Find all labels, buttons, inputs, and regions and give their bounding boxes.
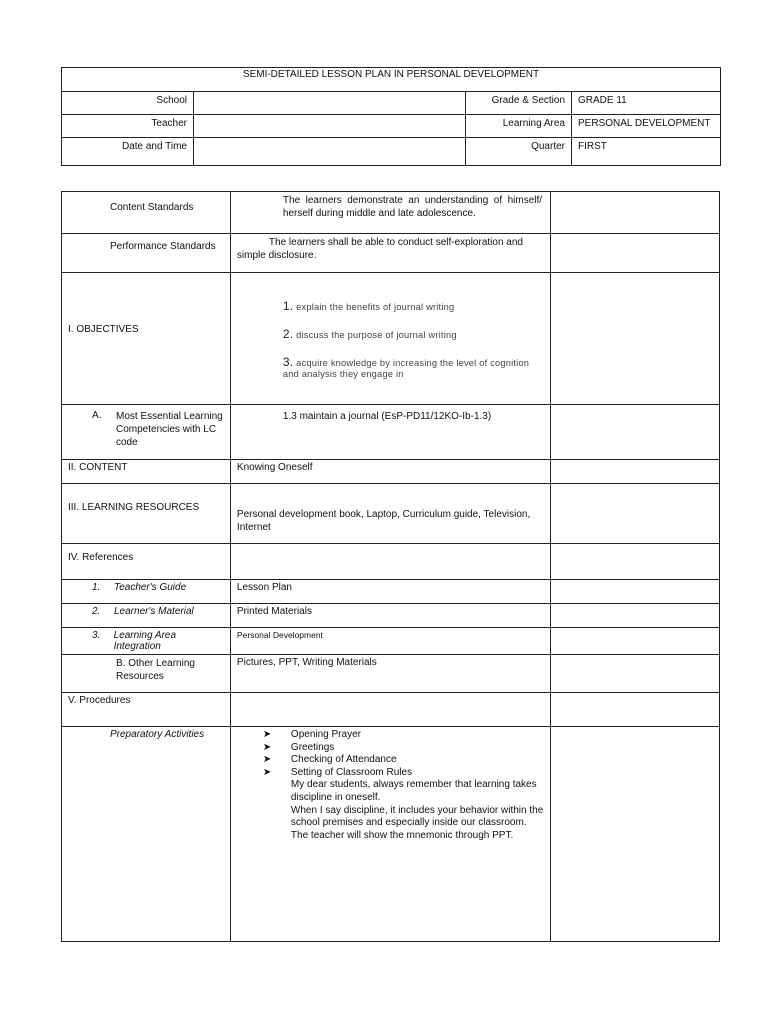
reference-label: Learning Area Integration bbox=[113, 630, 177, 652]
empty-cell bbox=[551, 484, 720, 544]
learning-area-label: Learning Area bbox=[466, 115, 572, 138]
preparatory-paragraph: The teacher will show the mnemonic through PPT. bbox=[290, 829, 514, 841]
reference-row bbox=[62, 604, 720, 628]
content-value: Knowing Oneself bbox=[230, 460, 550, 484]
melc-label: Most Essential Learning Competencies with LC code bbox=[116, 411, 223, 448]
reference-value: Lesson Plan bbox=[230, 580, 550, 604]
empty-cell bbox=[551, 234, 720, 273]
grade-value: GRADE 11 bbox=[572, 92, 721, 115]
other-resources-value: Pictures, PPT, Writing Materials bbox=[230, 655, 550, 693]
resources-value: Personal development book, Laptop, Curriculum guide, Television, Internet bbox=[230, 484, 550, 544]
content-row bbox=[62, 460, 720, 484]
header-table bbox=[61, 67, 721, 166]
content-standards-row bbox=[62, 192, 720, 234]
reference-label-cell bbox=[62, 580, 231, 604]
content-label: II. CONTENT bbox=[62, 460, 231, 484]
reference-label: Teacher's Guide bbox=[114, 582, 187, 593]
list-item: ➤ Checking of Attendance bbox=[262, 754, 397, 766]
reference-label-cell bbox=[62, 604, 231, 628]
preparatory-cell bbox=[230, 727, 550, 942]
teacher-value bbox=[194, 115, 466, 138]
preparatory-paragraph: My dear students, always remember that learning takes discipline in oneself. bbox=[290, 779, 537, 803]
quarter-value: FIRST bbox=[572, 138, 721, 166]
preparatory-paragraph: When I say discipline, it includes your behavior within the school premises and especially inside our classroom. bbox=[290, 804, 544, 829]
melc-row bbox=[62, 405, 720, 460]
objectives-list bbox=[237, 275, 544, 379]
reference-label-cell bbox=[62, 628, 231, 655]
empty-cell bbox=[551, 604, 720, 628]
empty-cell bbox=[551, 192, 720, 234]
reference-value: Printed Materials bbox=[230, 604, 550, 628]
reference-label: Learner's Material bbox=[114, 606, 194, 617]
other-resources-row bbox=[62, 655, 720, 693]
other-resources-label: B. Other Learning Resources bbox=[62, 655, 231, 693]
arrow-bullet-icon: ➤ bbox=[262, 754, 272, 766]
procedures-label: V. Procedures bbox=[62, 693, 231, 727]
empty-cell bbox=[551, 693, 720, 727]
objectives-row bbox=[62, 273, 720, 405]
resources-label: III. LEARNING RESOURCES bbox=[62, 484, 231, 544]
quarter-label: Quarter bbox=[466, 138, 572, 166]
objective-item: 2. discuss the purpose of journal writing bbox=[282, 327, 457, 341]
empty-cell bbox=[230, 544, 550, 580]
performance-standards-row bbox=[62, 234, 720, 273]
school-label: School bbox=[62, 92, 194, 115]
empty-cell bbox=[551, 460, 720, 484]
content-standards-text: The learners demonstrate an understanding of himself/ herself during middle and late adolescence. bbox=[230, 192, 550, 234]
teacher-label: Teacher bbox=[62, 115, 194, 138]
empty-cell bbox=[551, 628, 720, 655]
melc-letter: A. bbox=[92, 410, 102, 421]
empty-cell bbox=[551, 273, 720, 405]
objective-item: 1. explain the benefits of journal writing bbox=[282, 299, 455, 313]
melc-cell bbox=[62, 405, 231, 460]
empty-cell bbox=[551, 655, 720, 693]
objectives-label: I. OBJECTIVES bbox=[62, 273, 231, 405]
empty-cell bbox=[230, 693, 550, 727]
empty-cell bbox=[551, 727, 720, 942]
objective-item: 3. acquire knowledge by increasing the level of cognition and analysis they engage in bbox=[282, 355, 530, 379]
reference-row bbox=[62, 628, 720, 655]
lesson-table bbox=[61, 191, 720, 942]
preparatory-label: Preparatory Activities bbox=[62, 727, 231, 942]
empty-cell bbox=[551, 544, 720, 580]
list-item: ➤ Opening Prayer bbox=[262, 729, 361, 740]
preparatory-list bbox=[237, 729, 544, 779]
arrow-bullet-icon: ➤ bbox=[262, 741, 272, 753]
references-row bbox=[62, 544, 720, 580]
school-value bbox=[194, 92, 466, 115]
arrow-bullet-icon: ➤ bbox=[262, 729, 272, 740]
reference-num: 1. bbox=[92, 582, 101, 593]
reference-num: 3. bbox=[92, 630, 101, 641]
resources-row bbox=[62, 484, 720, 544]
performance-standards-label: Performance Standards bbox=[62, 234, 231, 273]
arrow-bullet-icon: ➤ bbox=[262, 766, 272, 778]
performance-standards-text: The learners shall be able to conduct self-exploration and simple disclosure. bbox=[230, 234, 550, 273]
learning-area-value: PERSONAL DEVELOPMENT bbox=[572, 115, 721, 138]
melc-value: 1.3 maintain a journal (EsP-PD11/12KO-Ib-1.3) bbox=[230, 405, 550, 460]
grade-label: Grade & Section bbox=[466, 92, 572, 115]
list-item: ➤ Greetings bbox=[262, 741, 335, 753]
empty-cell bbox=[551, 405, 720, 460]
document-title: SEMI-DETAILED LESSON PLAN IN PERSONAL DEVELOPMENT bbox=[62, 68, 721, 92]
content-standards-label: Content Standards bbox=[62, 192, 231, 234]
empty-cell bbox=[551, 580, 720, 604]
procedures-row bbox=[62, 693, 720, 727]
reference-value: Personal Development bbox=[230, 628, 550, 655]
date-label: Date and Time bbox=[62, 138, 194, 166]
date-value bbox=[194, 138, 466, 166]
preparatory-row bbox=[62, 727, 720, 942]
references-label: IV. References bbox=[62, 544, 231, 580]
reference-num: 2. bbox=[92, 606, 101, 617]
list-item: ➤ Setting of Classroom Rules bbox=[262, 766, 413, 778]
objectives-cell bbox=[230, 273, 550, 405]
reference-row bbox=[62, 580, 720, 604]
